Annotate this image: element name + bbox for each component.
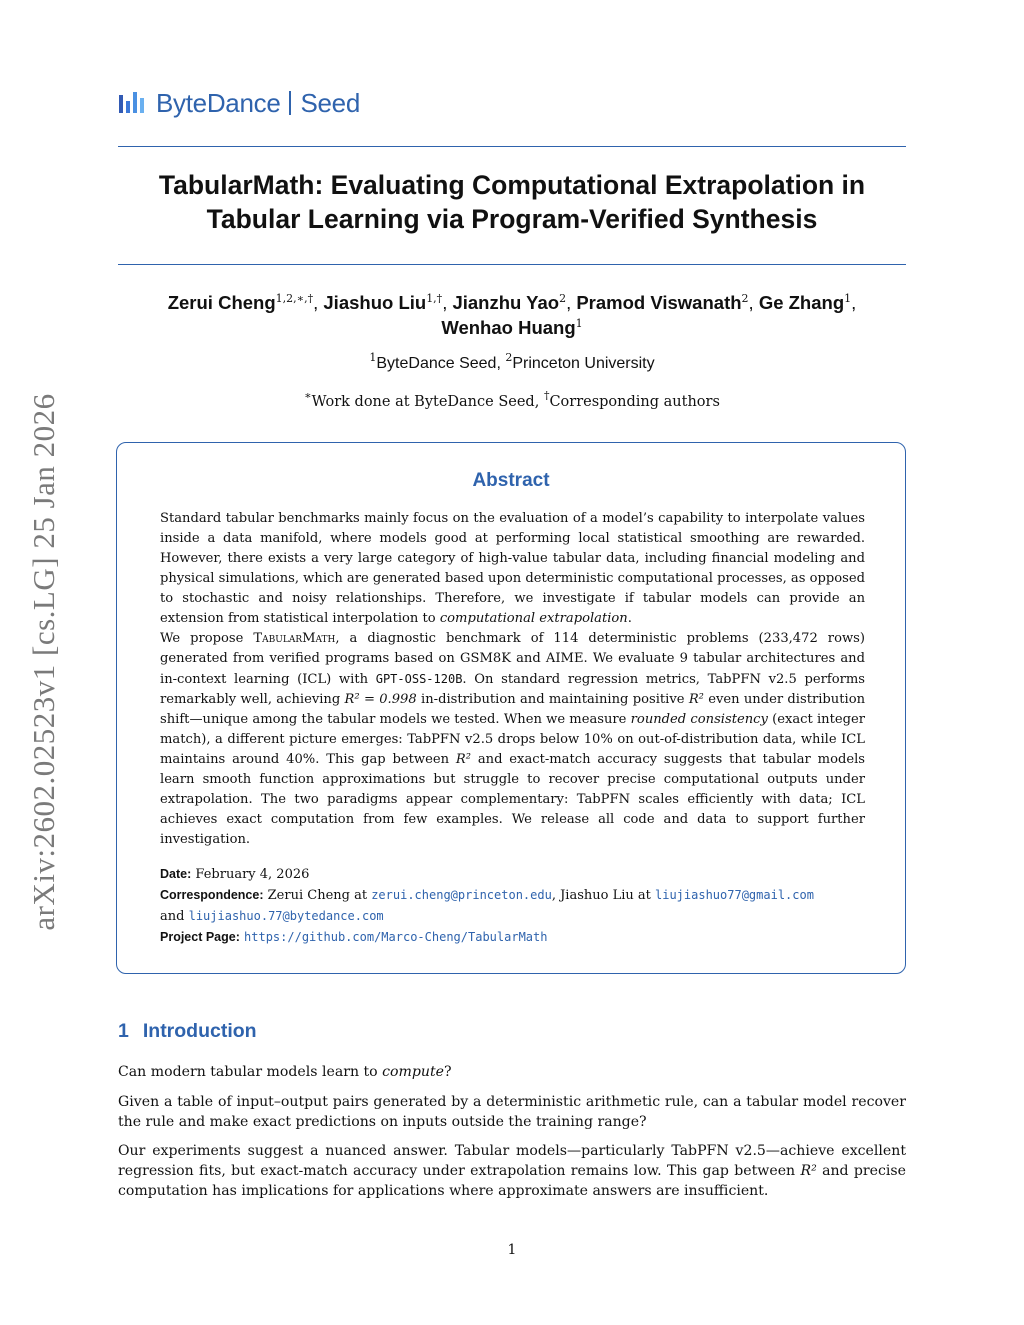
affiliation-mark: 1	[369, 350, 377, 364]
title-line-2: Tabular Learning via Program-Verified Synthesis	[206, 204, 818, 234]
email-link[interactable]: liujiashuo.77@bytedance.com	[188, 909, 384, 923]
bytedance-seed-logo	[118, 86, 360, 120]
section-title: Introduction	[142, 1020, 257, 1042]
logo-product: Seed	[300, 87, 361, 118]
affiliation-name: Princeton University	[512, 355, 655, 372]
abstract-heading: Abstract	[472, 470, 550, 491]
project-page-link[interactable]: https://github.com/Marco-Cheng/TabularMath	[244, 930, 548, 944]
author-list: Zerui Cheng$^{1,2,∗,\dagger}$, Jiashuo Liu$^{1,\dagger}$, Jianzhu Yao$^2$, Pramod Viswanath$^2$, Ge Zhang$^1$, Wenhao Huang$^1$	[167, 291, 857, 338]
author-name: Jiashuo Liu	[323, 292, 427, 313]
arxiv-stamp: arXiv:2602.02523v1 [cs.LG] 25 Jan 2026	[26, 393, 61, 931]
correspondence-line: Correspondence: Zerui Cheng at zerui.cheng@princeton.edu, Jiashuo Liu at liujiashuo77@gmail.com and liujiashuo.77@bytedance.com	[160, 888, 814, 924]
date-line	[160, 864, 870, 885]
logo-separator	[289, 91, 291, 115]
author-marks: 1,2,∗,†	[275, 291, 314, 305]
section-number: 1	[118, 1020, 129, 1042]
author-notes	[110, 388, 914, 410]
author-name: Pramod Viswanath	[576, 292, 742, 313]
author-name: Wenhao Huang	[441, 317, 576, 338]
affiliation-mark: 2	[505, 350, 513, 364]
logo-brand: ByteDance	[156, 87, 281, 118]
paper-title	[110, 168, 914, 236]
intro-paragraph-3: Our experiments suggest a nuanced answer. Tabular models—particularly TabPFN v2.5—achieve excellent regression fits, but exact-match accuracy under extrapolation remains low. This gap between R² and precise computation has implications for applications where approximate answers are insufficient.	[118, 1143, 906, 1199]
page-number: 1	[507, 1242, 517, 1258]
intro-paragraph-1: Can modern tabular models learn to compute?	[118, 1064, 452, 1080]
abstract-paragraph-2: We propose TabularMath, a diagnostic benchmark of 114 deterministic problems (233,472 rows) generated from verified programs based on GSM8K and AIME. We evaluate 9 tabular architectures and in-context learning (ICL) with GPT-OSS-120B. On standard regression metrics, TabPFN v2.5 performs remarkably well, achieving R² = 0.998 in-distribution and maintaining positive R² even under distribution shift—unique among the tabular models we tested. When we measure rounded consistency (exact integer match), a different picture emerges: TabPFN v2.5 drops below 10% on out-of-distribution data, while ICL maintains around 40%. This gap between R² and exact-match accuracy suggests that tabular models learn smooth function approximations but struggle to recover precise computational outputs under extrapolation. The two paradigms appear complementary: TabPFN scales efficiently with data; ICL achieves exact computation from few examples. We release all code and data to support further investigation.	[160, 631, 866, 847]
paper-metadata	[160, 864, 870, 948]
email-link[interactable]: liujiashuo77@gmail.com	[655, 888, 814, 902]
abstract-body	[160, 509, 865, 850]
benchmark-name: TabularMath	[253, 631, 336, 646]
intro-paragraph-2: Given a table of input–output pairs generated by a deterministic arithmetic rule, can a tabular model recover the rule and make exact predictions on inputs outside the training range?	[118, 1094, 906, 1130]
abstract-paragraph-1: Standard tabular benchmarks mainly focus on the evaluation of a model’s capability to interpolate values inside a data manifold, where models good at performing local statistical smoothing are rewarded. However, there exists a very large category of high-value tabular data, including financial modeling and physical simulations, which are generated based upon deterministic computational processes, as opposed to stochastic and noisy relationships. Therefore, we investigate if tabular models can provide an extension from statistical interpolation to computational extrapolation.	[160, 511, 865, 626]
affiliation-name: ByteDance Seed	[376, 355, 497, 372]
author-marks: 1	[575, 316, 583, 330]
note-mark: ∗	[304, 388, 312, 402]
title-bottom-rule	[118, 264, 906, 265]
model-name: GPT-OSS-120B	[375, 672, 463, 686]
author-marks: 2	[559, 291, 567, 305]
author-marks: 1	[844, 291, 852, 305]
author-name: Ge Zhang	[758, 292, 845, 313]
project-page-line	[160, 927, 870, 948]
date-value: February 4, 2026	[195, 867, 310, 882]
note-text: Corresponding authors	[549, 394, 720, 410]
bytedance-logo-icon	[118, 89, 148, 117]
note-text: Work done at ByteDance Seed,	[311, 394, 540, 410]
title-line-1: TabularMath: Evaluating Computational Extrapolation in	[158, 170, 866, 200]
author-marks: 1,†	[426, 291, 443, 305]
author-name: Jianzhu Yao	[452, 292, 560, 313]
top-rule	[118, 146, 906, 147]
affiliations: $^1$ByteDance Seed, $^2$Princeton University	[369, 350, 655, 372]
author-name: Zerui Cheng	[167, 292, 276, 313]
note-mark: †	[543, 388, 550, 402]
date-label: Date:	[160, 867, 192, 881]
correspondence-label: Correspondence:	[160, 888, 264, 902]
section-heading	[118, 1020, 257, 1043]
project-page-label: Project Page:	[160, 930, 240, 944]
author-marks: 2	[741, 291, 749, 305]
email-link[interactable]: zerui.cheng@princeton.edu	[371, 888, 552, 902]
